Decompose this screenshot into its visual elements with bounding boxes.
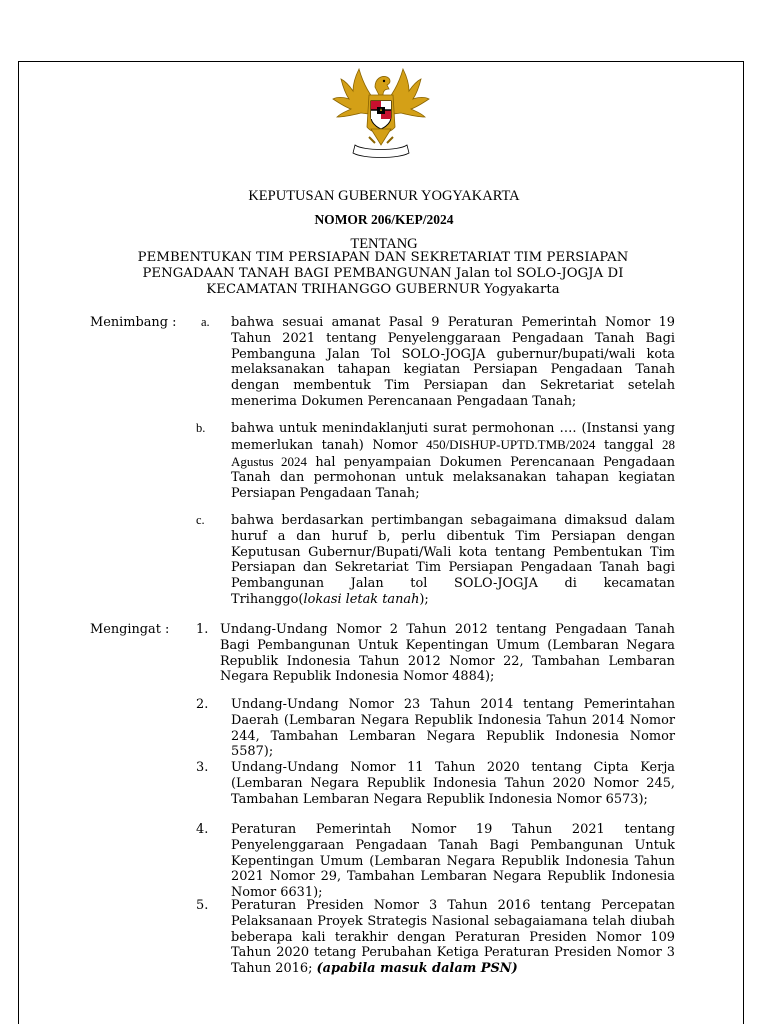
item-number: 5.: [196, 898, 209, 913]
menimbang-b: [231, 421, 675, 502]
letter-number: 450/DISHUP-UPTD.TMB/2024: [426, 436, 596, 452]
letter-date: 28 Agustus 2024: [231, 436, 675, 469]
menimbang-c: [231, 513, 675, 608]
item-letter: c.: [196, 513, 205, 527]
text: tanggal: [595, 437, 662, 453]
psn-note: (apabila masuk dalam PSN): [316, 961, 518, 977]
mengingat-item-4: Peraturan Pemerintah Nomor 19 Tahun 2021 tentang Penyelenggaraan Pengadaan Tanah Bagi Pembangunan Untuk Kepentingan Umum (Lembaran Negara Republik Indonesia Tahun 2021 Nomor 29, Tambahan Lembaran Negara Republik Indonesia Nomor 6631);: [231, 822, 675, 901]
mengingat-item-3: Undang-Undang Nomor 11 Tahun 2020 tentang Cipta Kerja (Lembaran Negara Republik Indonesia Tahun 2020 Nomor 245, Tambahan Lembaran Negara Republik Indonesia Nomor 6573);: [231, 760, 675, 807]
title-line: PENGADAAN TANAH BAGI PEMBANGUNAN Jalan tol SOLO-JOGJA DI: [142, 266, 624, 281]
item-number: 3.: [196, 760, 209, 775]
item-number: 1.: [196, 622, 209, 637]
title-line: KECAMATAN TRIHANGGO GUBERNUR Yogyakarta: [206, 282, 560, 297]
mengingat-item-5: [231, 898, 675, 977]
menimbang-label: Menimbang :: [90, 315, 177, 330]
text: bahwa untuk menindaklanjuti surat permohonan …. (Instansi yang memerlukan tanah) Nomor: [231, 421, 675, 453]
mengingat-label: Mengingat :: [90, 622, 170, 637]
mengingat-item-2: Undang-Undang Nomor 23 Tahun 2014 tentang Pemerintahan Daerah (Lembaran Negara Republik Indonesia Tahun 2014 Nomor 244, Tambahan Lembaran Negara Republik Indonesia Nomor 5587);: [231, 697, 675, 760]
item-letter: a.: [201, 315, 210, 329]
text: Peraturan Presiden Nomor 3 Tahun 2016 tentang Percepatan Pelaksanaan Proyek Strategis Nasional sebagaiamana telah diubah beberapa kali terakhir dengan Peraturan Presiden Nomor 109 Tahun 2020 tetang Perubahan Ketiga Peraturan Presiden Nomor 3 Tahun 2016;: [231, 898, 675, 977]
menimbang-a: bahwa sesuai amanat Pasal 9 Peraturan Pemerintah Nomor 19 Tahun 2021 tentang Penyelenggaraan Pengadaan Tanah Bagi Pembanguna Jalan Tol SOLO-JOGJA gubernur/bupati/wali kota melaksanakan tahapan kegiatan Persiapan Pengadaan Tanah dengan membentuk Tim Persiapan dan Sekretariat setelah menerima Dokumen Perencanaan Pengadaan Tanah;: [231, 315, 675, 409]
text: hal penyampaian Dokumen Perencanaan Pengadaan Tanah dan permohonan untuk melaksanakan tahapan kegiatan Persiapan Pengadaan Tanah;: [231, 454, 675, 502]
item-number: 2.: [196, 697, 209, 712]
title-line: PEMBENTUKAN TIM PERSIAPAN DAN SEKRETARIAT TIM PERSIAPAN: [137, 250, 629, 265]
tentang-label: TENTANG: [350, 236, 418, 252]
item-letter: b.: [196, 421, 206, 435]
decree-heading: KEPUTUSAN GUBERNUR YOGYAKARTA: [248, 188, 520, 204]
decree-title: [100, 250, 666, 298]
mengingat-item-1: [220, 622, 675, 685]
decree-number: NOMOR 206/KEP/2024: [314, 212, 454, 227]
text: bahwa berdasarkan pertimbangan sebagaimana dimaksud dalam huruf a dan huruf b, perlu dibentuk Tim Persiapan dengan Keputusan Gubernur/Bupati/Wali kota tentang Pembentukan Tim Persiapan dan Sekretariat Tim Persiapan Pengadaan Tanah bagi Pembangunan Jalan tol SOLO-JOGJA di kecamatan Trihanggo(: [231, 513, 675, 607]
italic-note: lokasi letak tanah: [303, 591, 420, 607]
text: );: [419, 591, 429, 607]
garuda-emblem-icon: [329, 65, 433, 161]
text: Undang-Undang Nomor 2 Tahun 2012 tentang Pengadaan Tanah Bagi Pembangunan Untuk Kepentingan Umum (Lembaran Negara Republik Indonesia Tahun 2012 Nomor 22, Tambahan Lembaran Negara Republik Indonesia Nomor 4884);: [220, 622, 675, 685]
item-number: 4.: [196, 822, 209, 837]
